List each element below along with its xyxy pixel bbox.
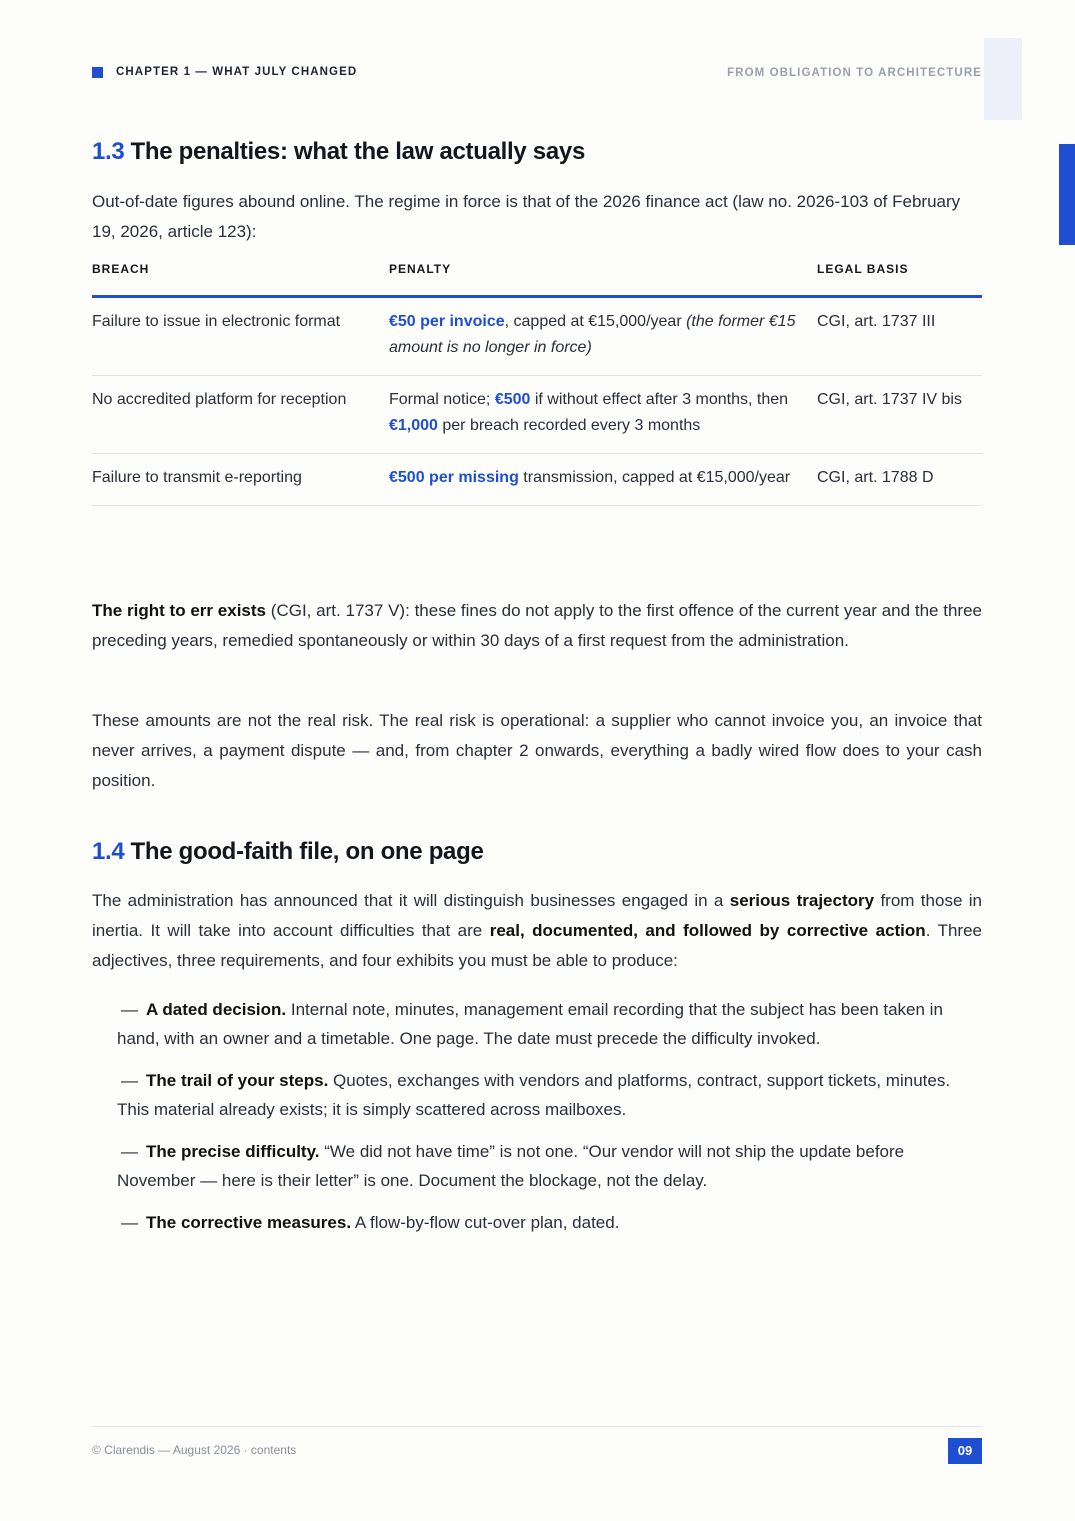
section-title: The good-faith file, on one page (130, 838, 484, 865)
legal-basis-cell: CGI, art. 1737 III (817, 296, 982, 375)
legal-basis-cell: CGI, art. 1788 D (817, 453, 982, 505)
good-faith-bold-2: real, documented, and followed by corrective action (489, 921, 926, 940)
good-faith-text-3: . Three adjectives, three requirements, and four exhibits you must be able to produce: (92, 921, 982, 970)
exhibits-list (117, 995, 982, 1250)
penalties-intro: Out-of-date figures abound online. The regime in force is that of the 2026 finance act (law no. 2026-103 of February 19, 2026, article 123): (92, 192, 961, 241)
legal-basis-cell: CGI, art. 1737 IV bis (817, 375, 982, 453)
exhibit-title: The precise difficulty. (146, 1142, 320, 1161)
section-title: The penalties: what the law actually says (130, 138, 585, 165)
table-header-row (92, 262, 982, 296)
chapter-square-icon (92, 67, 103, 78)
section-1-4-heading (92, 838, 484, 866)
exhibit-title: The trail of your steps. (146, 1071, 329, 1090)
running-title: FROM OBLIGATION TO ARCHITECTURE (727, 67, 982, 79)
right-to-err-paragraph (92, 596, 982, 656)
right-to-err-lead: The right to err exists (92, 601, 267, 620)
chapter-number-mark (984, 38, 1022, 120)
running-header (92, 66, 982, 84)
exhibit-text: A flow-by-flow cut-over plan, dated. (351, 1213, 620, 1232)
exhibit-text: “We did not have time” is not one. “Our vendor will not ship the update before November — here is their letter” is one. Document the blockage, not the delay. (117, 1142, 905, 1190)
section-1-3-heading (92, 138, 585, 166)
breach-cell: No accredited platform for reception (92, 375, 389, 453)
column-header-penalty: PENALTY (389, 262, 817, 296)
table-row (92, 296, 982, 375)
penalty-cell: €500 per missing transmission, capped at €15,000/year (389, 453, 817, 505)
table-row (92, 453, 982, 505)
good-faith-intro (92, 886, 982, 976)
section-number: 1.3 (92, 138, 125, 165)
section-number: 1.4 (92, 838, 125, 865)
good-faith-text-2: from those in inertia. It will take into account difficulties that are (92, 891, 982, 940)
penalty-cell: Formal notice; €500 if without effect after 3 months, then €1,000 per breach recorded every 3 months (389, 375, 817, 453)
list-item: — The precise difficulty. “We did not have time” is not one. “Our vendor will not ship the update before November — here is their letter” is one. Document the blockage, not the delay. (117, 1142, 905, 1190)
exhibit-title: The corrective measures. (146, 1213, 352, 1232)
chapter-label: CHAPTER 1 — WHAT JULY CHANGED (116, 66, 358, 78)
chapter-side-tab (1059, 144, 1075, 245)
exhibit-text: Internal note, minutes, management email recording that the subject has been taken in hand, with an owner and a timetable. One page. The date must precede the difficulty invoked. (117, 1000, 943, 1048)
page-number-badge: 09 (948, 1438, 982, 1464)
penalty-cell: €50 per invoice, capped at €15,000/year (the former €15 amount is no longer in force) (389, 296, 817, 375)
penalties-table (92, 262, 982, 506)
exhibit-text: Quotes, exchanges with vendors and platforms, contract, support tickets, minutes. This material already exists; it is simply scattered across mailboxes. (117, 1071, 951, 1119)
good-faith-text-1: The administration has announced that it will distinguish businesses engaged in a (92, 891, 730, 910)
list-item: — The trail of your steps. Quotes, exchanges with vendors and platforms, contract, support tickets, minutes. This material already exists; it is simply scattered across mailboxes. (117, 1071, 951, 1119)
exhibit-title: A dated decision. (146, 1000, 287, 1019)
breach-cell: Failure to issue in electronic format (92, 296, 389, 375)
column-header-breach: BREACH (92, 262, 389, 296)
list-item: — The corrective measures. A flow-by-flow cut-over plan, dated. (121, 1213, 620, 1232)
breach-cell: Failure to transmit e-reporting (92, 453, 389, 505)
footer-divider (92, 1426, 982, 1427)
list-item: — A dated decision. Internal note, minutes, management email recording that the subject has been taken in hand, with an owner and a timetable. One page. The date must precede the difficulty invoked. (117, 1000, 943, 1048)
table-row (92, 375, 982, 453)
real-risk-paragraph: These amounts are not the real risk. The real risk is operational: a supplier who cannot invoice you, an invoice that never arrives, a payment dispute — and, from chapter 2 onwards, everything a badly wired flow does to your cash position. (92, 711, 982, 790)
column-header-legal-basis: LEGAL BASIS (817, 262, 982, 296)
right-to-err-text: (CGI, art. 1737 V): these fines do not apply to the first offence of the current year and the three preceding years, remedied spontaneously or within 30 days of a first request from the administration. (92, 601, 982, 650)
footer-copyright: © Clarendis — August 2026 · contents (92, 1443, 297, 1457)
good-faith-bold-1: serious trajectory (729, 891, 875, 910)
